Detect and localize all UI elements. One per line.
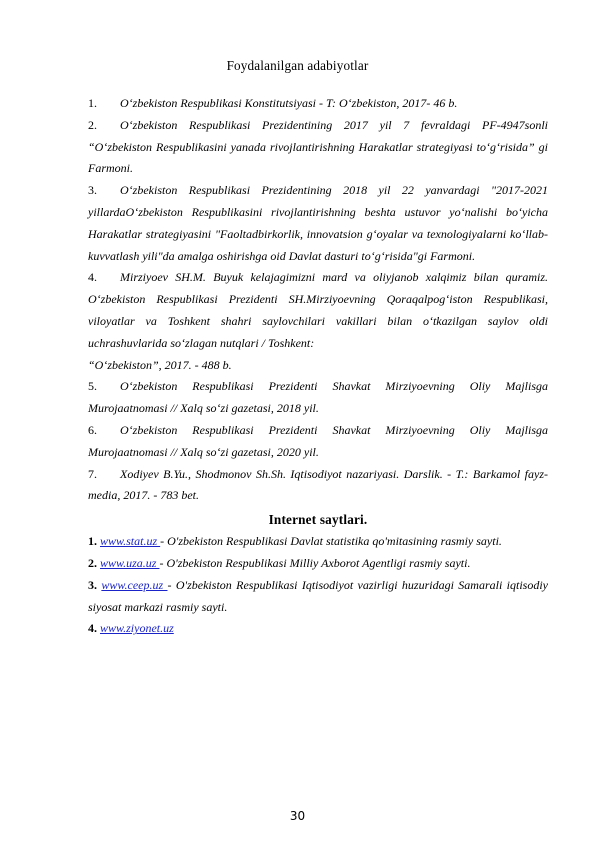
website-number: 3. — [88, 577, 97, 592]
website-item — [88, 575, 548, 619]
reference-text: Xodiyev B.Yu., Shodmonov Sh.Sh. Iqtisodiyot nazariyasi. Darslik. - T.: Barkamol fayz-media, 2017. - 783 bet. — [88, 466, 548, 503]
reference-text: Mirziyoev SH.M. Buyuk kelajagimizni mard va oliyjanob xalqimiz bilan quramiz. O‘zbekiston Respublikasi Prezidenti SH.Mirziyoevning Qoraqalpog‘iston Respublikasi, viloyatlar va Toshkent shahri saylovchilari vakillari bilan o‘tkazilgan saylov oldi uchrashuvlarida so‘zlagan nutqlari / Toshkent: — [88, 270, 548, 350]
reference-text: O‘zbekiston Respublikasi Prezidenti Shavkat Mirziyoevning Oliy Majlisga Murojaatnomasi // Xalq so‘zi gazetasi, 2018 yil. — [88, 379, 548, 416]
website-description: - O'zbekiston Respublikasi Iqtisodiyot vazirligi huzuridagi Samarali iqtisodiy siyosat markazi rasmiy sayti. — [88, 577, 548, 614]
page-number: 30 — [289, 809, 306, 823]
website-link[interactable]: www.stat.uz — [100, 534, 161, 549]
website-item — [88, 553, 548, 575]
reference-number: 5. — [88, 379, 97, 394]
website-number: 4. — [88, 621, 97, 636]
reference-number: 6. — [88, 422, 97, 437]
reference-item — [88, 420, 548, 464]
reference-number: 7. — [88, 466, 97, 481]
reference-text: O‘zbekiston Respublikasi Konstitutsiyasi - T: O‘zbekiston, 2017- 46 b. — [120, 96, 458, 110]
reference-item — [88, 376, 548, 420]
reference-list — [88, 93, 548, 640]
website-item — [88, 618, 548, 640]
website-number: 1. — [88, 534, 97, 549]
website-item — [88, 531, 548, 553]
reference-item — [88, 93, 548, 115]
reference-item — [88, 115, 548, 180]
websites-heading: Internet saytlari. — [268, 512, 368, 528]
reference-continuation: “O‘zbekiston”, 2017. - 488 b. — [88, 357, 232, 372]
website-number: 2. — [88, 555, 97, 570]
reference-number: 4. — [88, 270, 97, 285]
reference-number: 1. — [88, 96, 97, 110]
website-description: - O'zbekiston Respublikasi Davlat statistika qo'mitasining rasmiy sayti. — [160, 534, 502, 549]
reference-number: 2. — [88, 117, 97, 132]
reference-text: O‘zbekiston Respublikasi Prezidentining 2017 yil 7 fevraldagi PF-4947sonli “O‘zbekiston Respublikasini yanada rivojlantirishning Harakatlar strategiyasi to‘g‘risida” gi Farmoni. — [88, 117, 548, 176]
website-link[interactable]: www.ceep.uz — [101, 577, 168, 592]
reference-number: 3. — [88, 183, 97, 198]
website-link[interactable]: www.uza.uz — [100, 555, 160, 570]
page-title: Foydalanilgan adabiyotlar — [226, 58, 369, 73]
reference-text: O‘zbekiston Respublikasi Prezidenti Shavkat Mirziyoevning Oliy Majlisga Murojaatnomasi // Xalq so‘zi gazetasi, 2020 yil. — [88, 422, 548, 459]
website-description: - O'zbekiston Respublikasi Milliy Axborot Agentligi rasmiy sayti. — [159, 555, 471, 570]
reference-item — [88, 464, 548, 508]
reference-item — [88, 180, 548, 267]
reference-item — [88, 267, 548, 354]
reference-text: O‘zbekiston Respublikasi Prezidentining 2018 yil 22 yanvardagi "2017-2021 yillardaO‘zbekiston Respublikasini rivojlantirishning beshta ustuvor yo‘nalishi bo‘yicha Harakatlar strategiyasini "Faoltadbirkorlik, innovatsion g‘oyalar va texnologiyalarni ko‘llab-kuvvatlash yili"da amalga oshirishga oid Davlat dasturi to‘g‘risida"gi Farmoni. — [88, 183, 548, 263]
website-link[interactable]: www.ziyonet.uz — [100, 621, 174, 636]
